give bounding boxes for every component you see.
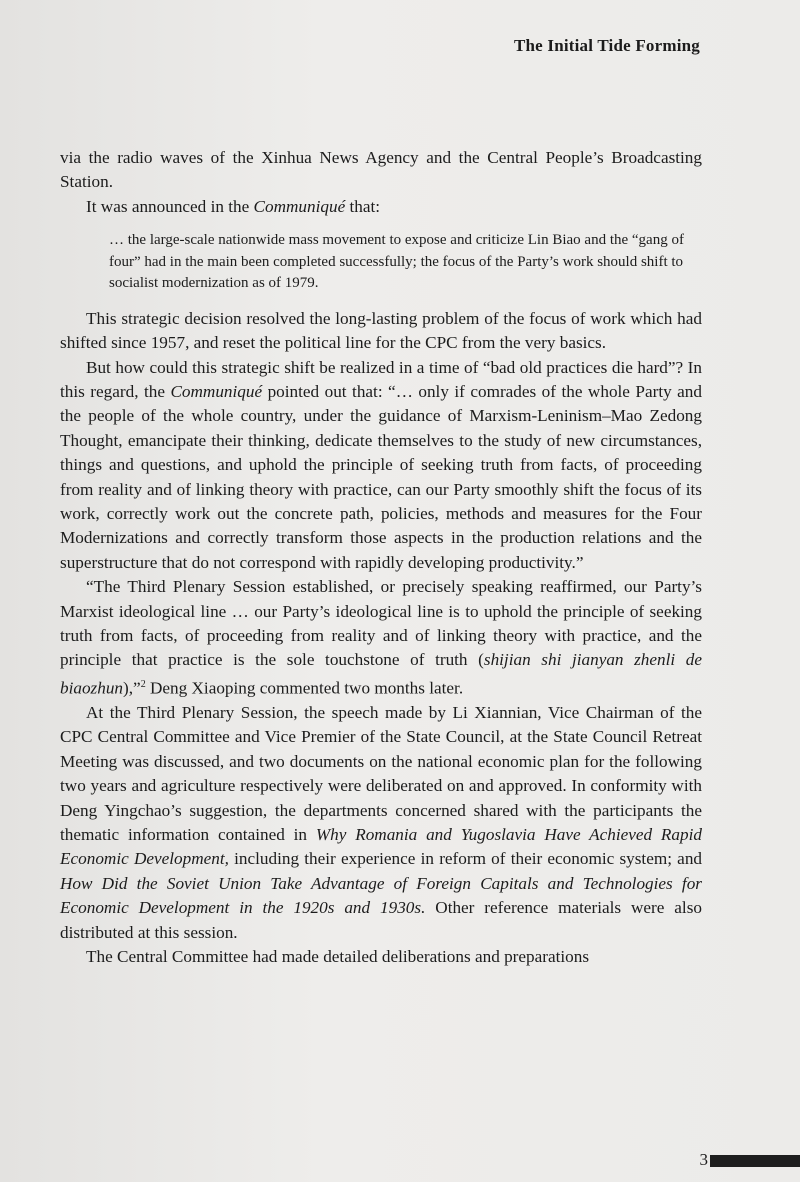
text-run: including their experience in reform of their economic system; and [228, 849, 703, 869]
text-run: It was announced in the [86, 196, 254, 216]
paragraph-4 [60, 356, 702, 576]
text-run: “The Third Plenary Session established, or precisely speaking reaffirmed, our Party’s Marxist ideological line … our Party’s ideological line is to uphold the principle of seeking truth from facts, of proceeding from reality and of linking theory with practice, and the principle that practice is the sole touchstone of truth ( [60, 577, 702, 670]
paragraph-1: via the radio waves of the Xinhua News Agency and the Central People’s Broadcasting Station. [60, 148, 702, 192]
paragraph-6 [60, 701, 702, 945]
text-run: Deng Xiaoping commented two months later. [145, 678, 464, 698]
paragraph-5 [60, 575, 702, 701]
text-run: Other reference materials were also distributed at this session. [60, 898, 702, 942]
italic-title: Communiqué [170, 381, 263, 401]
italic-title: How Did the Soviet Union Take Advantage of Foreign Capitals and Technologies for Economic Development in the 1920s and 1930s. [60, 873, 702, 918]
paragraph-2 [60, 195, 702, 219]
text-run: pointed out that: “… only if comrades of the whole Party and the people of the whole country, under the guidance of Marxism-Leninism–Mao Zedong Thought, emancipate their thinking, dedicate themselves to the study of new circumstances, things and questions, and uphold the principle of seeking truth from facts, of proceeding from reality and of linking theory with practice, can our Party smoothly shift the focus of its work, correctly work out the concrete path, policies, methods and measures for the Four Modernizations and correctly transform those aspects in the production relations and the superstructure that do not correspond with rapidly developing productivity.” [60, 381, 702, 572]
text-run: that: [345, 196, 381, 216]
paragraph-7: The Central Committee had made detailed deliberations and preparations [86, 947, 590, 967]
italic-title: Why Romania and Yugoslavia Have Achieved Rapid Economic Development, [60, 824, 702, 869]
italic-term: shijian shi jianyan zhenli de biaozhun [60, 650, 703, 698]
text-run: But how could this strategic shift be realized in a time of “bad old practices die hard”? In this regard, the [60, 357, 702, 401]
text-run: ),” [123, 678, 141, 698]
page-number: 3 [699, 1150, 708, 1169]
paragraph-3: This strategic decision resolved the long-lasting problem of the focus of work which had shifted since 1957, and reset the political line for the CPC from the very basics. [60, 308, 702, 353]
body-text [60, 146, 702, 969]
text-run: At the Third Plenary Session, the speech made by Li Xiannian, Vice Chairman of the CPC Central Committee and Vice Premier of the State Council, at the State Council Retreat Meeting was discussed, and two documents on the national economic plan for the following two years and agriculture respectively were deliberated on and approved. In conformity with Deng Yingchao’s suggestion, the departments concerned shared with the participants the thematic information contained in [60, 702, 702, 844]
footer-bar [710, 1155, 800, 1167]
italic-title: Communiqué [253, 196, 346, 216]
running-title: The Initial Tide Forming [513, 36, 700, 55]
footnote-marker: 2 [140, 678, 146, 690]
block-quote: … the large-scale nationwide mass movement to expose and criticize Lin Biao and the “gang of four” had in the main been completed successfully; the focus of the Party’s work should shift to socialist modernization as of 1979. [109, 232, 684, 292]
